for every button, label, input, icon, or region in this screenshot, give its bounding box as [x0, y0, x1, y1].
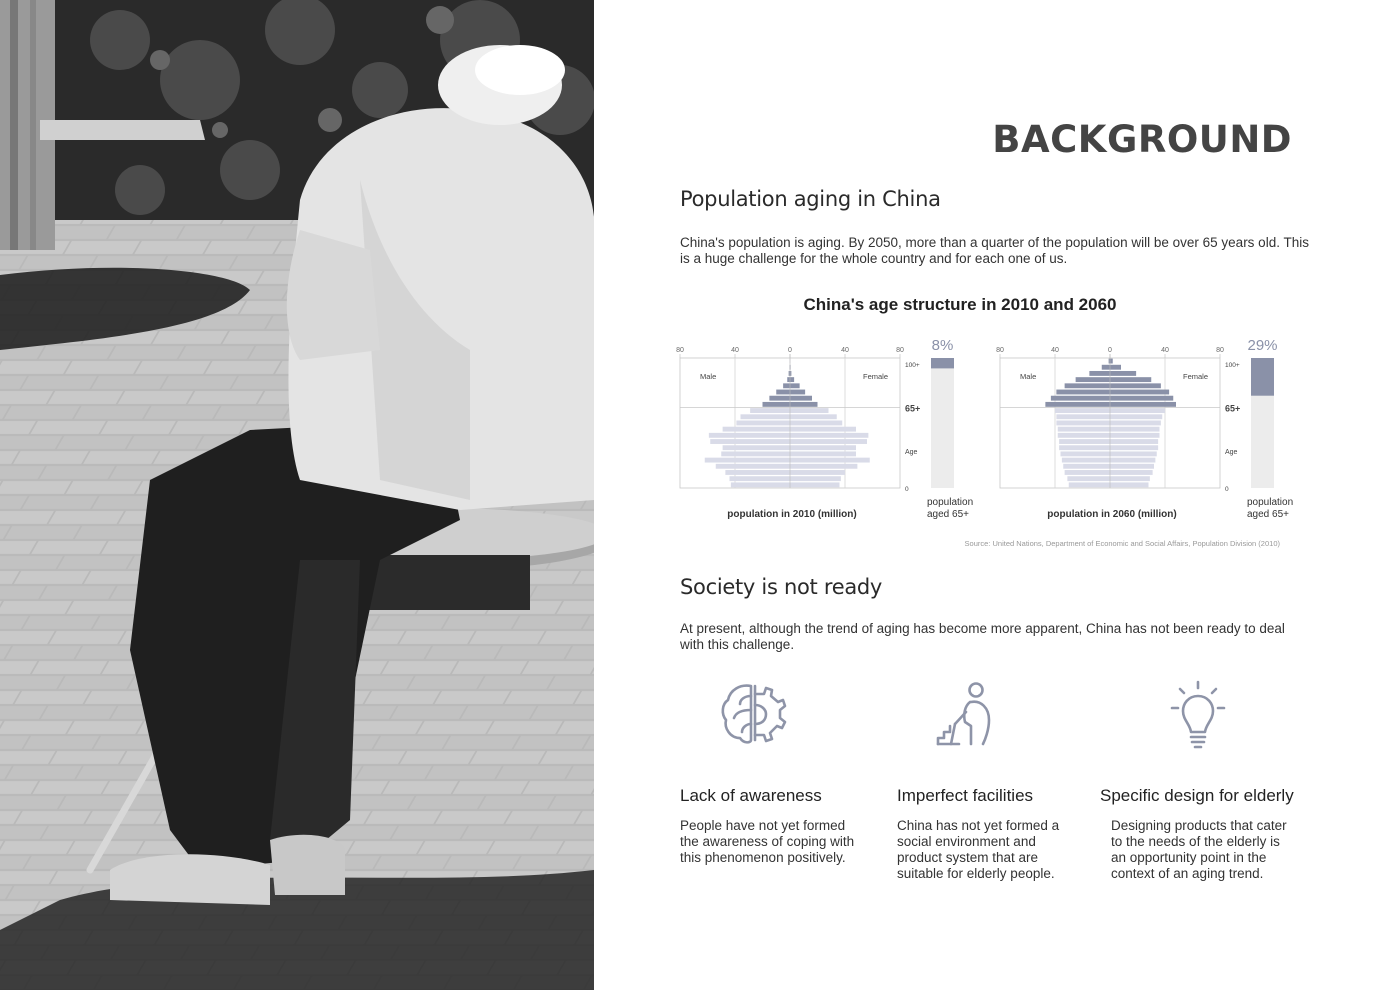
male-bar-65-69 — [763, 402, 791, 407]
feature-title-facilities: Imperfect facilities — [897, 786, 1034, 805]
female-bar-60-64 — [1110, 408, 1165, 413]
share-label: 29% — [1247, 338, 1278, 354]
age-pyramid-2010 — [676, 338, 986, 526]
male-bar-25-29 — [1061, 451, 1111, 456]
male-bar-80-84 — [783, 383, 790, 388]
female-bar-60-64 — [790, 408, 829, 413]
y-tick-label: Age — [1225, 449, 1238, 456]
y-tick-label: 65+ — [1225, 403, 1241, 414]
female-bar-10-14 — [790, 470, 845, 475]
share-bar-fill — [1251, 358, 1274, 396]
male-bar-45-49 — [723, 427, 790, 432]
section-body-population: China's population is aging. By 2050, more than a quarter of the population will be over 65 years old. This is a huge challenge for the whole country and for each one of us. — [680, 235, 1309, 266]
male-bar-5-9 — [730, 476, 791, 481]
female-bar-65-69 — [790, 402, 818, 407]
female-bar-5-9 — [790, 476, 841, 481]
female-bar-30-34 — [1110, 445, 1158, 450]
female-bar-25-29 — [1110, 451, 1157, 456]
feature-title-design: Specific design for elderly — [1100, 786, 1294, 805]
female-bar-95-99 — [1110, 365, 1121, 370]
male-bar-45-49 — [1058, 427, 1110, 432]
female-bar-85-89 — [1110, 377, 1151, 382]
section-heading-population: Population aging in China — [680, 187, 941, 211]
share-bar-track — [931, 358, 954, 488]
male-bar-25-29 — [721, 451, 790, 456]
female-bar-85-89 — [790, 377, 794, 382]
share-caption-line1: population — [927, 497, 974, 508]
section-body-society: At present, although the trend of aging has become more apparent, China has not been ready to deal with this challenge. — [680, 621, 1285, 652]
male-bar-85-89 — [787, 377, 790, 382]
female-bar-0-4 — [790, 482, 840, 487]
pyramid-xlabel: population in 2060 (million) — [1047, 509, 1177, 520]
male-bar-5-9 — [1067, 476, 1110, 481]
x-tick-label: 80 — [676, 347, 684, 354]
female-bar-45-49 — [1110, 427, 1160, 432]
female-bar-90-94 — [1110, 371, 1136, 376]
male-bar-10-14 — [725, 470, 790, 475]
share-caption-line1: population — [1247, 497, 1294, 508]
share-label: 8% — [931, 338, 954, 354]
feature-specific-design — [1100, 680, 1310, 881]
photo-illustration — [0, 0, 594, 990]
female-bar-70-74 — [790, 396, 812, 401]
female-bar-75-79 — [1110, 390, 1169, 395]
male-bar-70-74 — [1051, 396, 1110, 401]
male-bar-90-94 — [1089, 371, 1110, 376]
y-tick-label: Age — [905, 449, 918, 456]
male-bar-95-99 — [1102, 365, 1110, 370]
male-bar-75-79 — [776, 390, 790, 395]
female-bar-50-54 — [1110, 421, 1161, 426]
male-bar-15-19 — [1063, 464, 1110, 469]
male-bar-85-89 — [1076, 377, 1110, 382]
female-bar-55-59 — [790, 414, 837, 419]
female-bar-0-4 — [1110, 482, 1149, 487]
share-caption-line2: aged 65+ — [1247, 509, 1289, 520]
male-bar-20-24 — [705, 458, 790, 463]
male-bar-30-34 — [1059, 445, 1110, 450]
female-bar-40-44 — [1110, 433, 1160, 438]
feature-body-awareness: People have not yet formed the awareness of coping with this phenomenon positively. — [680, 818, 855, 865]
x-tick-label: 0 — [788, 347, 792, 354]
x-tick-label: 40 — [841, 347, 849, 354]
male-bar-55-59 — [1056, 414, 1110, 419]
male-bar-50-54 — [1056, 421, 1110, 426]
female-bar-100+ — [1110, 359, 1113, 364]
male-bar-75-79 — [1056, 390, 1110, 395]
feature-body-design: Designing products that cater to the needs of the elderly is an opportunity point in the context of an aging trend. — [1111, 818, 1287, 881]
y-tick-label: 65+ — [905, 403, 921, 414]
male-bar-15-19 — [716, 464, 790, 469]
male-bar-10-14 — [1065, 470, 1110, 475]
female-bar-25-29 — [790, 451, 856, 456]
elderly-man-photo — [0, 0, 594, 990]
male-bar-65-69 — [1045, 402, 1110, 407]
x-tick-label: 80 — [1216, 347, 1224, 354]
female-bar-35-39 — [790, 439, 867, 444]
female-bar-15-19 — [790, 464, 857, 469]
x-tick-label: 40 — [731, 347, 739, 354]
male-label: Male — [1020, 372, 1037, 381]
feature-imperfect-facilities — [897, 680, 1107, 881]
female-bar-20-24 — [1110, 458, 1155, 463]
y-tick-label: 100+ — [1225, 362, 1240, 369]
pyramid-xlabel: population in 2010 (million) — [727, 509, 857, 520]
male-label: Male — [700, 372, 717, 381]
female-bar-55-59 — [1110, 414, 1162, 419]
male-bar-55-59 — [741, 414, 791, 419]
female-label: Female — [1182, 372, 1208, 381]
x-tick-label: 80 — [896, 347, 904, 354]
male-bar-70-74 — [769, 396, 790, 401]
male-bar-30-34 — [723, 445, 790, 450]
female-bar-10-14 — [1110, 470, 1153, 475]
female-bar-45-49 — [790, 427, 856, 432]
lightbulb-icon — [1168, 680, 1228, 756]
female-bar-65-69 — [1110, 402, 1176, 407]
male-bar-0-4 — [1069, 482, 1110, 487]
male-bar-40-44 — [1058, 433, 1110, 438]
male-bar-40-44 — [709, 433, 790, 438]
female-bar-30-34 — [790, 445, 856, 450]
female-bar-20-24 — [790, 458, 870, 463]
chart-source: Source: United Nations, Department of Economic and Social Affairs, Population Division (2010) — [964, 539, 1280, 548]
female-bar-80-84 — [790, 383, 800, 388]
male-bar-80-84 — [1065, 383, 1110, 388]
male-bar-0-4 — [731, 482, 790, 487]
feature-lack-of-awareness — [680, 680, 890, 865]
x-tick-label: 40 — [1161, 347, 1169, 354]
female-bar-40-44 — [790, 433, 868, 438]
x-tick-label: 80 — [996, 347, 1004, 354]
female-bar-75-79 — [790, 390, 805, 395]
x-tick-label: 40 — [1051, 347, 1059, 354]
male-bar-60-64 — [1055, 408, 1110, 413]
male-bar-50-54 — [736, 421, 790, 426]
male-bar-20-24 — [1062, 458, 1110, 463]
male-bar-60-64 — [750, 408, 790, 413]
age-pyramid-2060 — [996, 338, 1306, 526]
share-caption-line2: aged 65+ — [927, 509, 969, 520]
elderly-stairs-icon — [935, 680, 1005, 750]
share-bar-fill — [931, 358, 954, 368]
female-bar-5-9 — [1110, 476, 1150, 481]
female-bar-80-84 — [1110, 383, 1161, 388]
female-bar-35-39 — [1110, 439, 1158, 444]
female-label: Female — [862, 372, 888, 381]
feature-title-awareness: Lack of awareness — [680, 786, 822, 805]
y-tick-label: 0 — [905, 486, 909, 493]
feature-body-facilities: China has not yet formed a social environment and product system that are suitable for elderly people. — [897, 818, 1060, 881]
y-tick-label: 100+ — [905, 362, 920, 369]
y-tick-label: 0 — [1225, 486, 1229, 493]
male-bar-35-39 — [1059, 439, 1110, 444]
female-bar-70-74 — [1110, 396, 1173, 401]
female-bar-50-54 — [790, 421, 842, 426]
section-heading-society: Society is not ready — [680, 575, 883, 599]
brain-gear-icon — [718, 680, 788, 750]
female-bar-15-19 — [1110, 464, 1154, 469]
page-title: BACKGROUND — [992, 118, 1292, 161]
x-tick-label: 0 — [1108, 347, 1112, 354]
male-bar-35-39 — [710, 439, 790, 444]
chart-title: China's age structure in 2010 and 2060 — [803, 295, 1117, 314]
